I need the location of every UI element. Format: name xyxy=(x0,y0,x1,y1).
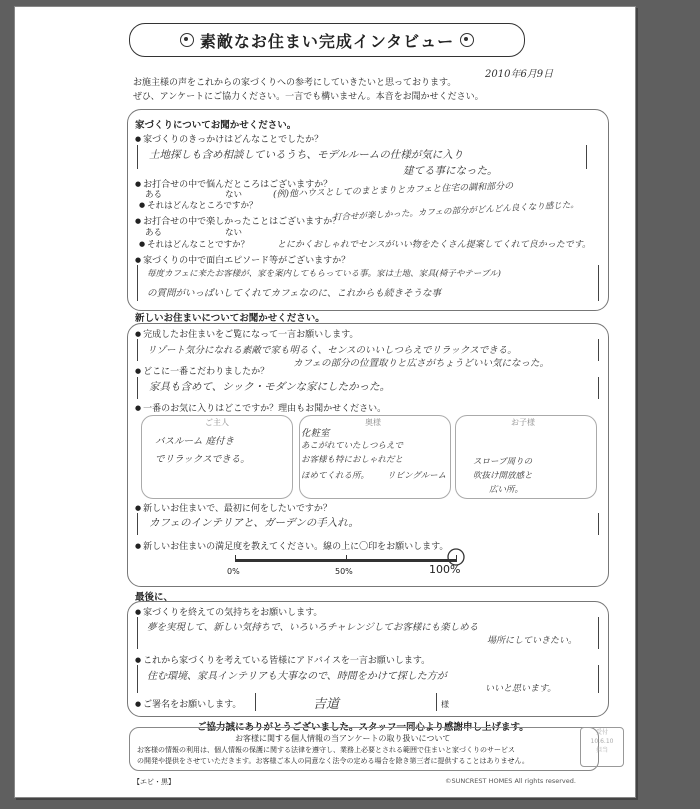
title-banner xyxy=(129,23,525,57)
section-3-heading: 最後に、 xyxy=(135,592,174,603)
answer-episodes-2: の質問がいっぱいしてくれてカフェなのに、これからも続きそうな事 xyxy=(147,288,442,299)
flower-ornament-icon xyxy=(460,33,474,47)
scale-tick-50 xyxy=(346,555,347,562)
intro-line-1: お施主様の声をこれからの家づくりへの参考にしていきたいと思っております。 xyxy=(133,78,457,88)
question-advice: ● これから家づくりを考えている皆様にアドバイスを一言お願いします。 xyxy=(135,653,430,666)
copyright: ©SUNCREST HOMES All rights reserved. xyxy=(445,777,576,785)
question-enjoyable: ● お打合せの中で楽しかったことはございますか？ xyxy=(135,214,341,227)
question-focus: ● どこに一番こだわりましたか？ xyxy=(135,364,269,377)
stamp-line-2: 10.6.10 xyxy=(590,738,614,745)
option-yes-enjoyable[interactable]: ある xyxy=(145,228,163,238)
answer-favorite-wife-4: ほめてくれる所。 xyxy=(301,471,370,481)
intro-line-2: ぜひ、アンケートにご協力ください。一言でも構いません。本音をお聞かせください。 xyxy=(133,92,484,102)
signature-suffix: 様 xyxy=(441,700,449,709)
favorite-wife-label: 奥様 xyxy=(365,418,381,427)
answer-enjoyable-1: 打合せが楽しかった。カフェの部分がどんどん良くなり感じた。 xyxy=(332,200,580,223)
section-2-heading: 新しいお住まいについてお聞かせください。 xyxy=(135,313,325,324)
satisfaction-mark-icon xyxy=(443,547,469,567)
privacy-title: お客様に関する個人情報の当アンケートの取り扱いについて xyxy=(235,734,451,743)
survey-date: 2010年6月9日 xyxy=(485,69,554,80)
answer-favorite-husband-2: でリラックスできる。 xyxy=(155,454,250,465)
question-episodes: ● 家づくりの中で面白エピソード等がございますか？ xyxy=(135,253,350,266)
question-trigger: ● 家づくりのきっかけはどんなことでしたか？ xyxy=(135,132,323,145)
answer-focus: 家具も含めて、シック・モダンな家にしたかった。 xyxy=(149,381,391,393)
question-impression: ● 完成したお住まいをご覧になって一言お願いします。 xyxy=(135,327,358,340)
favorite-husband-label: ご主人 xyxy=(205,418,229,427)
answer-favorite-wife-3: お客様も特におしゃれだと xyxy=(301,455,404,465)
answer-focus-side: カフェの部分の位置取りと広さがちょうどいい気になった。 xyxy=(293,358,550,369)
sub-question-troubles: ● それはどんなところですか？ xyxy=(139,199,258,211)
option-yes-troubles[interactable]: ある xyxy=(145,190,163,200)
sub-question-enjoyable: ● それはどんなことですか？ xyxy=(139,238,249,250)
question-satisfaction: ● 新しいお住まいの満足度を教えてください。線の上に〇印をお願いします。 xyxy=(135,539,448,552)
scale-label-0: 0% xyxy=(227,567,240,576)
privacy-text-1: お客様の情報の利用は、個人情報の保護に関する法律を遵守し、業務上必要とされる範囲で住まいと家づくりのサービス xyxy=(137,746,515,754)
answer-favorite-husband-1: バスルーム 庭付き xyxy=(155,436,235,447)
thanks-message: ご協力誠にありがとうございました。スタッフ一同心より感謝申し上げます。 xyxy=(197,722,529,733)
question-first-thing: ● 新しいお住まいで、最初に何をしたいですか？ xyxy=(135,501,332,514)
survey-sheet xyxy=(14,6,636,798)
answer-first-thing: カフェのインテリアと、ガーデンの手入れ。 xyxy=(149,517,359,529)
privacy-text-2: の開発や提供をさせていただきます。お客様ご本人の同意なく法令の定める場合を除き第三者に提供することはありません。 xyxy=(137,757,529,765)
question-favorite: ● 一番のお気に入りはどこですか？理由もお聞かせください。 xyxy=(135,401,386,414)
answer-favorite-wife-2: あこがれていたしつらえで xyxy=(301,441,404,451)
stamp-line-3: 担当 xyxy=(595,747,608,754)
form-code: 【エビ・黒】 xyxy=(133,778,175,786)
favorite-children-label: お子様 xyxy=(511,418,535,427)
answer-enjoyable-2: とにかくおしゃれでセンスがいい物をたくさん提案してくれて良かったです。 xyxy=(277,240,592,250)
option-no-enjoyable[interactable]: ない xyxy=(225,228,243,238)
stamp-line-1: 受付 xyxy=(595,729,608,736)
answer-feelings-1: 夢を実現して、新しい気持ちで、いろいろチャレンジしてお客様にも楽しめる xyxy=(147,622,479,633)
answer-trigger-1: 土地探しも含め相談しているうち、モデルルームの仕様が気に入り xyxy=(149,149,464,161)
scale-label-100: 100% xyxy=(429,563,461,576)
signature-name: 吉道 xyxy=(313,697,340,712)
answer-favorite-children-3: 広い所。 xyxy=(489,485,524,495)
scale-tick-0 xyxy=(235,555,236,562)
answer-favorite-wife-5: リビングルーム xyxy=(387,471,447,481)
reception-stamp xyxy=(580,727,624,767)
answer-troubles-1: (例)他ハウスとしてのまとまりとカフェと住宅の調和部分の xyxy=(272,181,514,200)
question-troubles: ● お打合せの中で悩んだところはございますか？ xyxy=(135,177,332,190)
signature-box[interactable] xyxy=(255,693,437,711)
answer-impression: リゾート気分になれる素敵で家も明るく、センスのいいしつらえでリラックスできる。 xyxy=(147,345,517,356)
page-title: 素敵なお住まい完成インタビュー xyxy=(199,31,455,51)
answer-trigger-2: 建てる事になった。 xyxy=(403,165,498,177)
answer-feelings-2: 場所にしていきたい。 xyxy=(487,636,578,646)
section-1-heading: 家づくりについてお聞かせください。 xyxy=(135,120,297,131)
question-signature: ● ご署名をお願いします。 xyxy=(135,697,241,710)
answer-favorite-children-2: 吹抜け開放感と xyxy=(473,471,533,481)
answer-advice-1: 住む環境、家具インテリアも大事なので、時間をかけて探した方が xyxy=(147,671,447,682)
option-no-troubles[interactable]: ない xyxy=(225,190,243,200)
answer-advice-2: いいと思います。 xyxy=(485,684,557,694)
question-feelings: ● 家づくりを終えての気持ちをお願いします。 xyxy=(135,605,322,618)
answer-favorite-wife-1: 化粧室 xyxy=(301,428,330,439)
flower-ornament-icon xyxy=(180,33,194,47)
answer-favorite-children-1: スロープ周りの xyxy=(473,457,533,467)
scale-label-50: 50% xyxy=(335,567,353,576)
answer-episodes-1: 毎度カフェに来たお客様が、家を案内してもらっている事。家は土地、家具(椅子やテーブル) xyxy=(147,269,501,279)
